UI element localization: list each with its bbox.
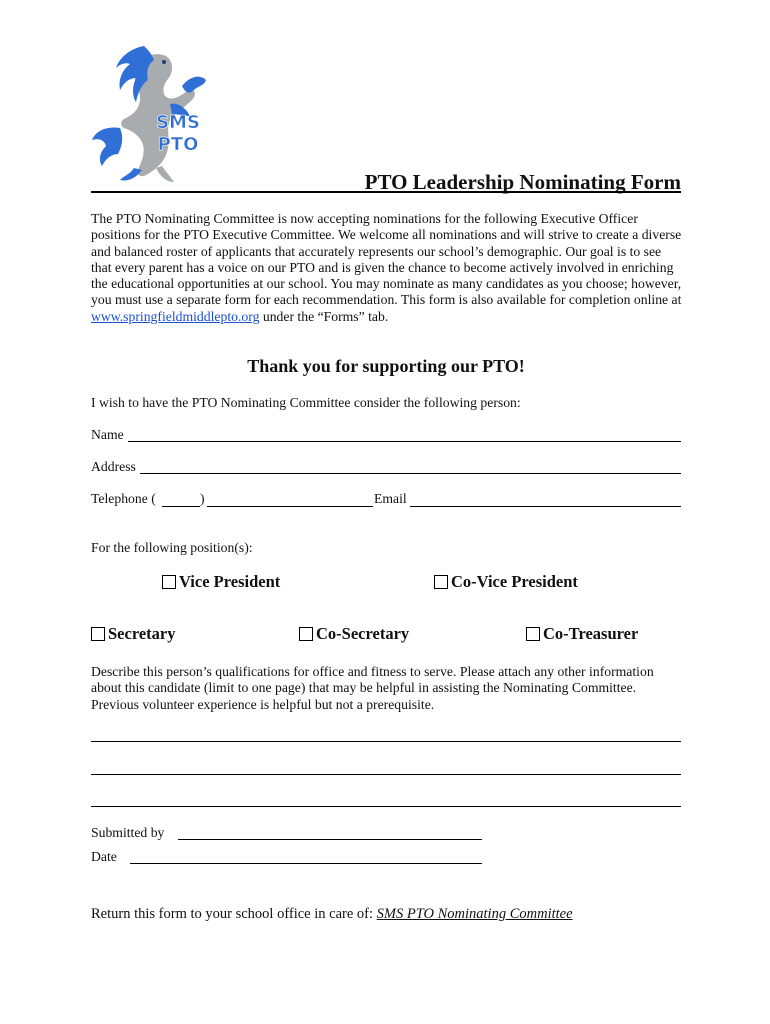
- intro-paragraph: [91, 211, 683, 325]
- form-title: PTO Leadership Nominating Form: [364, 170, 681, 194]
- co-treasurer-option[interactable]: [526, 624, 638, 644]
- qualifications-line-3[interactable]: [91, 806, 681, 807]
- co-treasurer-checkbox[interactable]: [526, 627, 540, 641]
- address-label: Address: [91, 459, 136, 474]
- co-secretary-option[interactable]: [299, 624, 409, 644]
- co-vice-president-checkbox[interactable]: [434, 575, 448, 589]
- return-text: Return this form to your school office in care of:: [91, 906, 377, 922]
- telephone-line[interactable]: [207, 506, 373, 507]
- vice-president-option[interactable]: [162, 572, 280, 592]
- title-divider: [91, 191, 681, 193]
- positions-label: For the following position(s):: [91, 540, 253, 555]
- qualifications-instructions: Describe this person’s qualifications for office and fitness to serve. Please attach any other information about this candidate (limit to one page) that may be helpful in assisting the Nominating Committee. Previous volunteer experience is helpful but not a prerequisite.: [91, 664, 654, 712]
- sms-pto-mustang-logo: [86, 42, 216, 187]
- telephone-close-paren: ): [200, 491, 205, 506]
- co-treasurer-label: Co-Treasurer: [543, 624, 639, 643]
- thank-you-heading: Thank you for supporting our PTO!: [247, 356, 525, 376]
- date-label: Date: [91, 849, 117, 864]
- secretary-checkbox[interactable]: [91, 627, 105, 641]
- qualifications-line-2[interactable]: [91, 774, 681, 775]
- return-instructions: [91, 906, 573, 923]
- submitted-by-line[interactable]: [178, 839, 482, 840]
- area-code-line[interactable]: [162, 506, 200, 507]
- secretary-label: Secretary: [108, 624, 176, 643]
- wish-statement: I wish to have the PTO Nominating Committee consider the following person:: [91, 395, 521, 410]
- vice-president-label: Vice President: [179, 572, 281, 591]
- co-vice-president-option[interactable]: [434, 572, 578, 592]
- qualifications-line-1[interactable]: [91, 741, 681, 742]
- intro-after-link: under the “Forms” tab.: [259, 308, 389, 324]
- co-secretary-checkbox[interactable]: [299, 627, 313, 641]
- secretary-option[interactable]: [91, 624, 176, 644]
- email-label: Email: [374, 491, 407, 506]
- date-line[interactable]: [130, 863, 482, 864]
- logo-text-pto: PTO: [157, 134, 199, 155]
- address-line[interactable]: [140, 473, 681, 474]
- telephone-label: Telephone (: [91, 491, 156, 506]
- name-label: Name: [91, 427, 124, 442]
- submitted-by-label: Submitted by: [91, 825, 165, 840]
- name-line[interactable]: [128, 441, 681, 442]
- return-care-of: SMS PTO Nominating Committee: [376, 906, 573, 922]
- website-link[interactable]: www.springfieldmiddlepto.org: [91, 308, 260, 324]
- intro-text: The PTO Nominating Committee is now accepting nominations for the following Executive Officer positions for the PTO Executive Committee. We welcome all nominations and will strive to create a diverse and balanced roster of applicants that accurately represents our school’s demographic. Our goal is to see that every parent has a voice on our PTO and is given the chance to become actively involved in enriching the educational opportunities at our school. You may nominate as many candidates as you choose; however, you must use a separate form for each recommendation. This form is also available for completion online at: [91, 211, 682, 308]
- co-secretary-label: Co-Secretary: [316, 624, 410, 643]
- vice-president-checkbox[interactable]: [162, 575, 176, 589]
- logo-text-sms: SMS: [156, 112, 200, 133]
- email-line[interactable]: [410, 506, 681, 507]
- co-vice-president-label: Co-Vice President: [451, 572, 578, 591]
